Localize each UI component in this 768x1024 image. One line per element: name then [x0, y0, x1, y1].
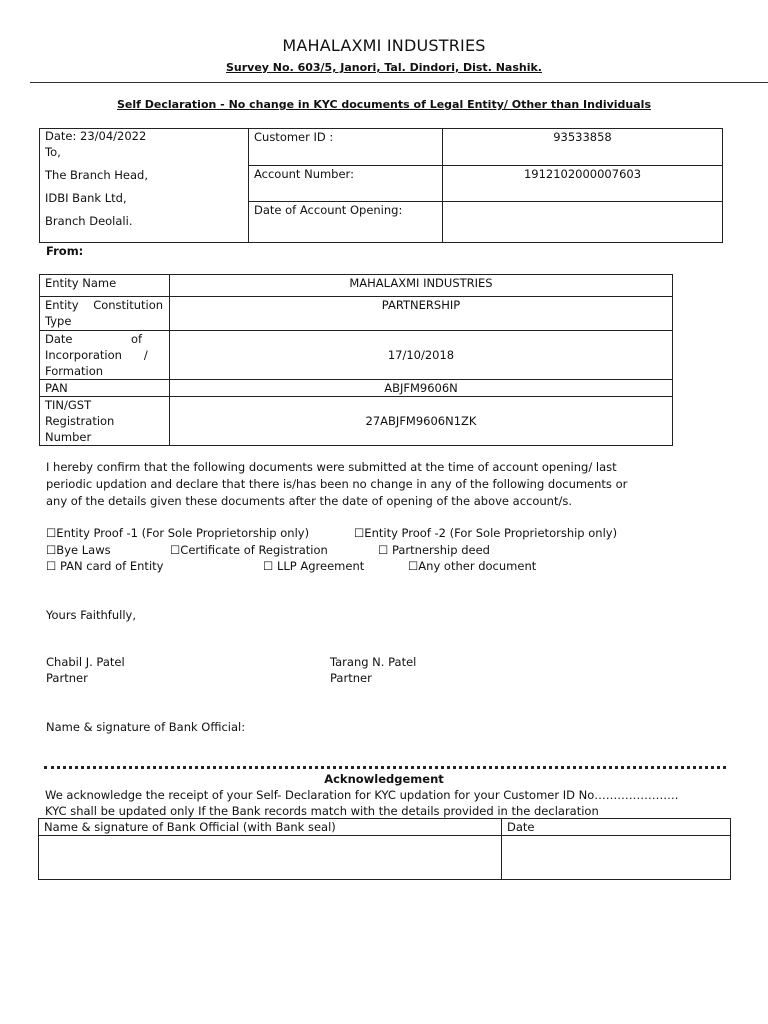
pan-label: PAN [40, 380, 170, 397]
entity-proof-2-checkbox[interactable]: ☐Entity Proof -2 (For Sole Proprietorship only) [354, 526, 618, 540]
customer-id-value: 93533858 [443, 129, 723, 166]
date-cell[interactable] [502, 836, 731, 880]
signatory-1-role: Partner [46, 671, 88, 685]
declaration-line-3: any of the details given these documents after the date of opening of the above account/s. [46, 494, 572, 508]
gst-label [40, 397, 170, 446]
addressee-line-1: The Branch Head, [45, 168, 148, 182]
customer-id-label: Customer ID : [249, 129, 443, 166]
company-title: MAHALAXMI INDUSTRIES [282, 36, 486, 55]
to-text: To, [45, 145, 61, 159]
pan-value: ABJFM9606N [170, 380, 673, 397]
entity-details-table [39, 274, 673, 446]
entity-proof-1-checkbox[interactable]: ☐Entity Proof -1 (For Sole Proprietorship only) [46, 526, 310, 540]
gst-label-3: Number [45, 430, 92, 444]
account-opening-label: Date of Account Opening: [249, 202, 443, 243]
incorporation-value: 17/10/2018 [170, 331, 673, 380]
partnership-deed-checkbox[interactable]: ☐ Partnership deed [378, 543, 490, 557]
other-document-checkbox[interactable]: ☐Any other document [408, 559, 537, 573]
document-heading: Self Declaration - No change in KYC documents of Legal Entity/ Other than Individuals [117, 98, 651, 111]
gst-value: 27ABJFM9606N1ZK [170, 397, 673, 446]
declaration-line-1: I hereby confirm that the following documents were submitted at the time of account opening/ last [46, 460, 617, 474]
bank-official-seal-cell[interactable] [39, 836, 502, 880]
entity-name-value: MAHALAXMI INDUSTRIES [170, 275, 673, 297]
signatory-1-name: Chabil J. Patel [46, 655, 125, 669]
dotted-separator [44, 766, 726, 769]
closing-text: Yours Faithfully, [46, 608, 136, 622]
signatory-2-name: Tarang N. Patel [330, 655, 417, 669]
incorporation-label-1: Date of [45, 332, 143, 346]
bank-official-seal-header: Name & signature of Bank Official (with Bank seal) [39, 819, 502, 836]
incorporation-label-3: Formation [45, 364, 104, 378]
certificate-checkbox[interactable]: ☐Certificate of Registration [170, 543, 328, 557]
addressee-line-3: Branch Deolali. [45, 214, 133, 228]
company-address: Survey No. 603/5, Janori, Tal. Dindori, Dist. Nashik. [226, 61, 542, 74]
constitution-label-1: Entity Constitution [45, 298, 164, 312]
acknowledgement-table [38, 818, 731, 880]
account-number-label: Account Number: [249, 166, 443, 202]
constitution-label-2: Type [45, 314, 72, 328]
acknowledgement-line-1: We acknowledge the receipt of your Self- Declaration for KYC updation for your Customer ID No…………………. [45, 788, 679, 802]
signatory-2-role: Partner [330, 671, 372, 685]
date-header: Date [502, 819, 731, 836]
incorporation-label-2: Incorporation / [45, 348, 148, 362]
incorporation-label [40, 331, 170, 380]
gst-label-2: Registration [45, 414, 115, 428]
account-number-value: 1912102000007603 [443, 166, 723, 202]
account-opening-value [443, 202, 723, 243]
llp-agreement-checkbox[interactable]: ☐ LLP Agreement [263, 559, 365, 573]
addressee-line-2: IDBI Bank Ltd, [45, 191, 127, 205]
declaration-paragraph [46, 459, 674, 510]
bank-official-label: Name & signature of Bank Official: [46, 720, 246, 734]
from-label: From: [46, 244, 84, 258]
header-divider [30, 82, 768, 83]
date-text: Date: 23/04/2022 [45, 129, 147, 143]
acknowledgement-line-2: KYC shall be updated only If the Bank records match with the details provided in the declaration [45, 804, 599, 818]
declaration-line-2: periodic updation and declare that there is/has been no change in any of the following documents or [46, 477, 628, 491]
entity-name-label: Entity Name [40, 275, 170, 297]
constitution-label [40, 297, 170, 331]
account-details-table [39, 128, 723, 243]
constitution-value: PARTNERSHIP [170, 297, 673, 331]
bye-laws-checkbox[interactable]: ☐Bye Laws [46, 543, 111, 557]
pan-card-checkbox[interactable]: ☐ PAN card of Entity [46, 559, 164, 573]
acknowledgement-title: Acknowledgement [324, 772, 444, 786]
gst-label-1: TIN/GST [45, 398, 92, 412]
addressee-cell [40, 129, 249, 243]
